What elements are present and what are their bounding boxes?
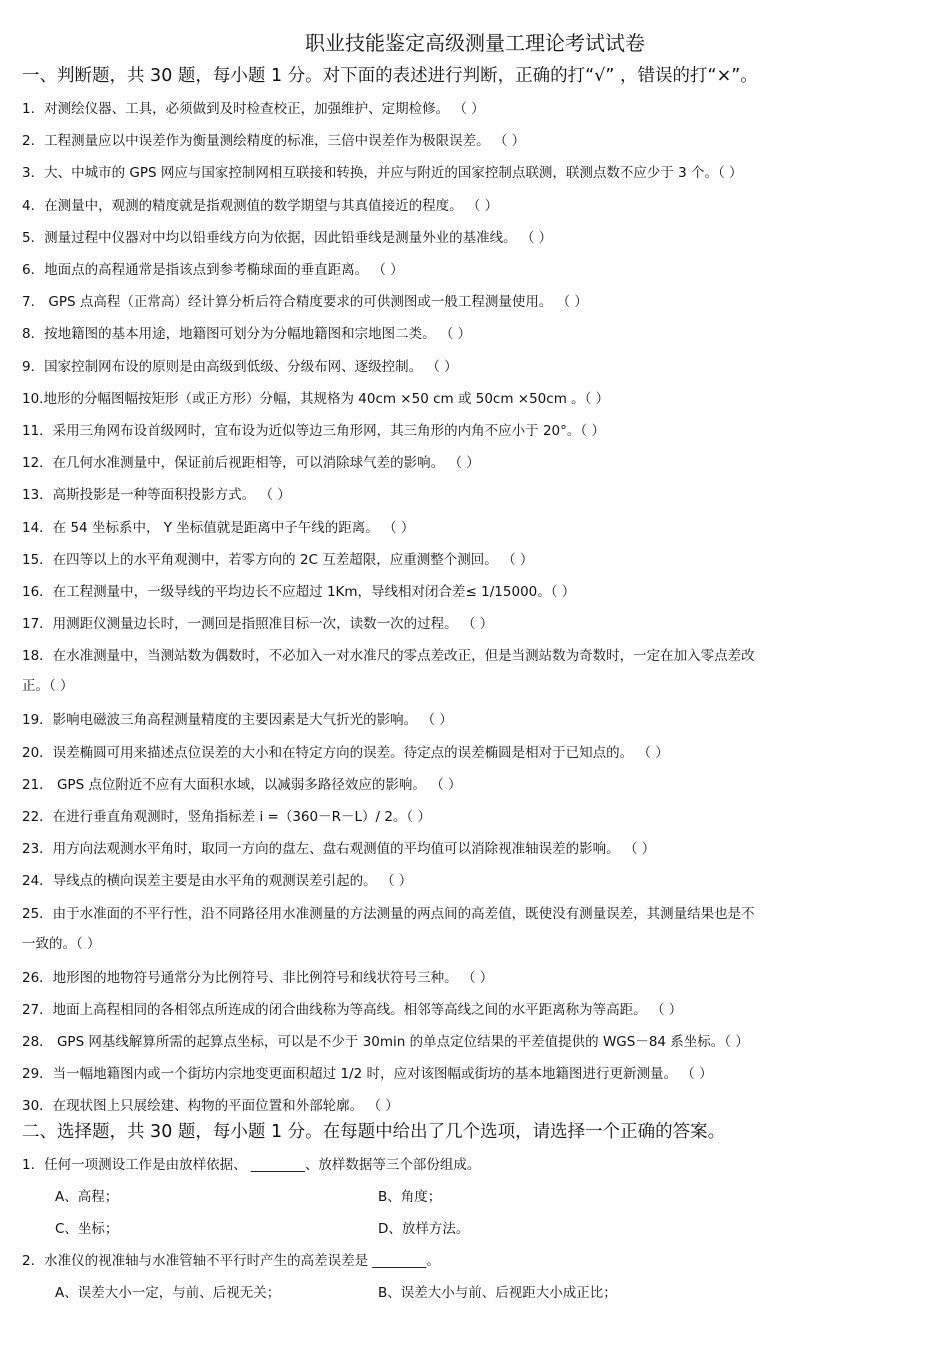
section-2-heading: 二、选择题，共 30 题，每小题 1 分。在每题中给出了几个选项，请选择一个正确的答案。 xyxy=(22,1122,726,1142)
question-item xyxy=(22,808,932,826)
section-1-heading: 一、判断题，共 30 题，每小题 1 分。对下面的表述进行判断，正确的打“√” ，错误的打“×”。 xyxy=(22,66,758,86)
mc-option: D、放样方法。 xyxy=(378,1221,470,1237)
question-text: 22．在进行垂直角观测时，竖角指标差 i =（360－R－L）/ 2。（ ） xyxy=(22,809,431,825)
question-item xyxy=(22,905,932,953)
mc-option: A、高程； xyxy=(55,1189,119,1205)
question-item xyxy=(22,422,932,440)
question-item xyxy=(22,872,932,890)
exam-title: 职业技能鉴定高级测量工理论考试试卷 xyxy=(305,31,645,55)
question-item xyxy=(22,325,932,343)
question-text: 9．国家控制网布设的原则是由高级到低级、分级布网、逐级控制。 （ ） xyxy=(22,358,458,375)
question-text: 5．测量过程中仪器对中均以铅垂线方向为依据，因此铅垂线是测量外业的基准线。 （ ） xyxy=(22,229,553,246)
question-item xyxy=(22,358,932,376)
question-text: 15．在四等以上的水平角观测中，若零方向的 2C 互差超限，应重测整个测回。 （ ） xyxy=(22,551,534,568)
question-item xyxy=(22,197,932,215)
question-text: 17．用测距仪测量边长时，一测回是指照准目标一次，读数一次的过程。 （ ） xyxy=(22,616,494,633)
question-item xyxy=(22,261,932,279)
question-text: 10.地形的分幅图幅按矩形（或正方形）分幅，其规格为 40cm ×50 cm 或 50cm ×50cm 。（ ） xyxy=(22,390,610,407)
question-text: 11．采用三角网布设首级网时，宜布设为近似等边三角形网，其三角形的内角不应小于 20°。（ ） xyxy=(22,423,605,439)
question-item xyxy=(22,1097,932,1115)
question-text: 23．用方向法观测水平角时，取同一方向的盘左、盘右观测值的平均值可以消除视准轴误差的影响。 （ ） xyxy=(22,841,656,858)
question-text-continued: 一致的。（ ） xyxy=(22,935,101,952)
question-item xyxy=(22,1001,932,1019)
question-text: 20．误差椭圆可用来描述点位误差的大小和在特定方向的误差。待定点的误差椭圆是相对于已知点的。 （ ） xyxy=(22,744,669,761)
question-item xyxy=(22,840,932,858)
question-text: 14．在 54 坐标系中， Y 坐标值就是距离中子午线的距离。 （ ） xyxy=(22,519,415,536)
question-item xyxy=(22,390,932,408)
question-item xyxy=(22,229,932,247)
question-item xyxy=(22,486,932,504)
question-item xyxy=(22,164,932,182)
question-text: 25．由于水准面的不平行性，沿不同路径用水准测量的方法测量的两点间的高差值，既使没有测量误差，其测量结果也是不 xyxy=(22,905,755,922)
question-text: 28． GPS 网基线解算所需的起算点坐标，可以是不少于 30min 的单点定位结果的平差值提供的 WGS－84 系坐标。（ ） xyxy=(22,1034,749,1050)
question-text: 7． GPS 点高程（正常高）经计算分析后符合精度要求的可供测图或一般工程测量使用。 （ ） xyxy=(22,294,588,311)
question-text: 30．在现状图上只展绘建、构物的平面位置和外部轮廓。 （ ） xyxy=(22,1098,399,1115)
question-text: 29．当一幅地籍图内或一个街坊内宗地变更面积超过 1/2 时，应对该图幅或街坊的基本地籍图进行更新测量。 （ ） xyxy=(22,1066,713,1083)
question-item xyxy=(22,647,932,695)
question-item xyxy=(22,1033,932,1051)
question-text: 21． GPS 点位附近不应有大面积水域，以减弱多路径效应的影响。 （ ） xyxy=(22,776,462,793)
question-text: 16．在工程测量中，一级导线的平均边长不应超过 1Km，导线相对闭合差≤ 1/15000。（ ） xyxy=(22,584,576,600)
mc-question-stem: 1．任何一项测设工作是由放样依据、 ________、放样数据等三个部份组成。 xyxy=(22,1157,481,1173)
question-text-continued: 正。（ ） xyxy=(22,678,74,695)
mc-option: C、坐标； xyxy=(55,1221,119,1237)
question-item xyxy=(22,744,932,762)
mc-option: B、误差大小与前、后视距大小成正比； xyxy=(378,1285,617,1301)
question-text: 19．影响电磁波三角高程测量精度的主要因素是大气折光的影响。 （ ） xyxy=(22,712,453,729)
mc-option: A、误差大小一定，与前、后视无关； xyxy=(55,1285,281,1301)
question-item xyxy=(22,454,932,472)
question-item xyxy=(22,1065,932,1083)
question-text: 24．导线点的横向误差主要是由水平角的观测误差引起的。 （ ） xyxy=(22,873,413,890)
question-item xyxy=(22,583,932,601)
question-text: 13．高斯投影是一种等面积投影方式。 （ ） xyxy=(22,487,291,504)
question-text: 4．在测量中，观测的精度就是指观测值的数学期望与其真值接近的程度。 （ ） xyxy=(22,197,499,214)
question-item xyxy=(22,776,932,794)
question-item xyxy=(22,132,932,150)
question-item xyxy=(22,100,932,118)
question-text: 2．工程测量应以中误差作为衡量测绘精度的标准，三倍中误差作为极限误差。 （ ） xyxy=(22,133,526,150)
mc-option: B、角度； xyxy=(378,1189,442,1205)
question-item xyxy=(22,551,932,569)
question-item xyxy=(22,519,932,537)
question-text: 27．地面上高程相同的各相邻点所连成的闭合曲线称为等高线。相邻等高线之间的水平距离称为等高距。 （ ） xyxy=(22,1001,683,1018)
question-text: 1．对测绘仪器、工具，必须做到及时检查校正，加强维护、定期检修。 （ ） xyxy=(22,101,485,117)
question-text: 12．在几何水准测量中，保证前后视距相等，可以消除球气差的影响。 （ ） xyxy=(22,455,480,472)
question-text: 26．地形图的地物符号通常分为比例符号、非比例符号和线状符号三种。 （ ） xyxy=(22,969,494,986)
question-text: 8．按地籍图的基本用途，地籍图可划分为分幅地籍图和宗地图二类。 （ ） xyxy=(22,326,472,343)
mc-question-stem: 2．水准仪的视准轴与水准管轴不平行时产生的高差误差是 ________。 xyxy=(22,1253,440,1269)
question-item xyxy=(22,615,932,633)
question-item xyxy=(22,711,932,729)
question-item xyxy=(22,969,932,987)
question-item xyxy=(22,293,932,311)
question-text: 6．地面点的高程通常是指该点到参考椭球面的垂直距离。 （ ） xyxy=(22,262,404,278)
question-text: 18．在水准测量中，当测站数为偶数时，不必加入一对水准尺的零点差改正，但是当测站数为奇数时，一定在加入零点差改 xyxy=(22,648,755,665)
question-text: 3．大、中城市的 GPS 网应与国家控制网相互联接和转换，并应与附近的国家控制点联测，联测点数不应少于 3 个。（ ） xyxy=(22,165,743,182)
